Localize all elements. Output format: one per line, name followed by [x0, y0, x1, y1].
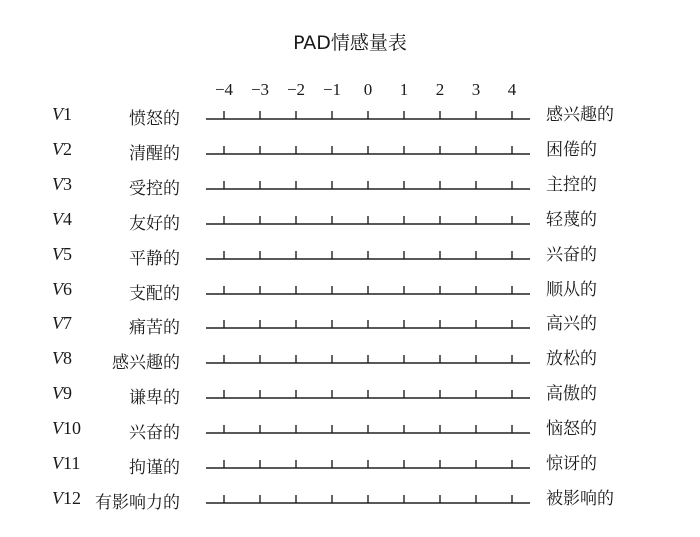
right-anchor-word: 主控的: [546, 174, 597, 195]
scale-value-label: −4: [214, 80, 234, 99]
item-id-number: 9: [63, 383, 72, 404]
scale-row: [0, 100, 700, 130]
scale-row: [0, 170, 700, 200]
left-anchor-word: 受控的: [129, 178, 180, 199]
scale-value-label: 0: [363, 80, 373, 99]
item-id-number: 3: [63, 173, 72, 194]
right-anchor-word: 轻蔑的: [546, 209, 597, 230]
scale-row: [0, 275, 700, 305]
left-anchor-word: 有影响力的: [95, 492, 180, 513]
item-id-number: 7: [63, 313, 72, 334]
scale-row: [0, 309, 700, 339]
scale-value-label: −2: [286, 80, 306, 99]
item-id-letter: V: [52, 313, 63, 334]
item-id-letter: V: [52, 383, 63, 404]
item-id-letter: V: [52, 104, 63, 124]
right-anchor-word: 高傲的: [546, 384, 597, 405]
right-anchor-word: 兴奋的: [546, 244, 597, 265]
scale-row: [0, 205, 700, 235]
scale-value-label: 2: [435, 80, 445, 99]
scale-row: [0, 344, 700, 374]
right-anchor-word: 顺从的: [546, 279, 597, 300]
item-id-letter: V: [52, 487, 63, 508]
item-id-number: 11: [63, 453, 81, 473]
scale-row: [0, 135, 700, 165]
scale-value-label: −3: [250, 80, 270, 99]
left-anchor-word: 痛苦的: [129, 318, 180, 339]
item-id-letter: V: [52, 138, 63, 159]
right-anchor-word: 惊讶的: [546, 454, 597, 474]
left-anchor-word: 兴奋的: [129, 423, 180, 444]
right-anchor-word: 高兴的: [546, 314, 597, 335]
scale-value-label: 4: [507, 80, 517, 99]
scale-value-label: 3: [471, 80, 481, 99]
item-id-letter: V: [52, 173, 63, 194]
left-anchor-word: 清醒的: [129, 143, 180, 164]
item-id-number: 2: [63, 138, 72, 159]
item-id-number: 5: [63, 243, 72, 264]
left-anchor-word: 平静的: [129, 248, 180, 269]
left-anchor-word: 谦卑的: [129, 388, 180, 409]
left-anchor-word: 愤怒的: [129, 109, 180, 129]
left-anchor-word: 拘谨的: [129, 458, 180, 478]
right-anchor-word: 感兴趣的: [546, 105, 614, 125]
right-anchor-word: 困倦的: [546, 139, 597, 160]
scale-row: [0, 240, 700, 270]
item-id-number: 8: [63, 348, 72, 369]
page-title: PAD情感量表: [293, 32, 407, 54]
item-id-letter: V: [52, 278, 63, 299]
scale-row: [0, 449, 700, 479]
item-id-number: 10: [63, 418, 81, 439]
right-anchor-word: 放松的: [546, 349, 597, 370]
left-anchor-word: 支配的: [129, 283, 180, 304]
item-id-letter: V: [52, 243, 63, 264]
right-anchor-word: 恼怒的: [546, 419, 597, 440]
item-id-letter: V: [52, 208, 63, 229]
item-id-number: 1: [63, 104, 72, 124]
item-id-letter: V: [52, 453, 63, 473]
scale-value-label: 1: [399, 80, 409, 99]
item-id-number: 4: [63, 208, 72, 229]
right-anchor-word: 被影响的: [546, 488, 614, 509]
scale-row: [0, 414, 700, 444]
item-id-letter: V: [52, 348, 63, 369]
left-anchor-word: 感兴趣的: [112, 353, 180, 374]
left-anchor-word: 友好的: [129, 213, 180, 234]
scale-value-label: −1: [322, 80, 342, 99]
item-id-number: 12: [63, 487, 81, 508]
scale-row: [0, 379, 700, 409]
scale-row: [0, 484, 700, 514]
item-id-letter: V: [52, 418, 63, 439]
item-id-number: 6: [63, 278, 72, 299]
